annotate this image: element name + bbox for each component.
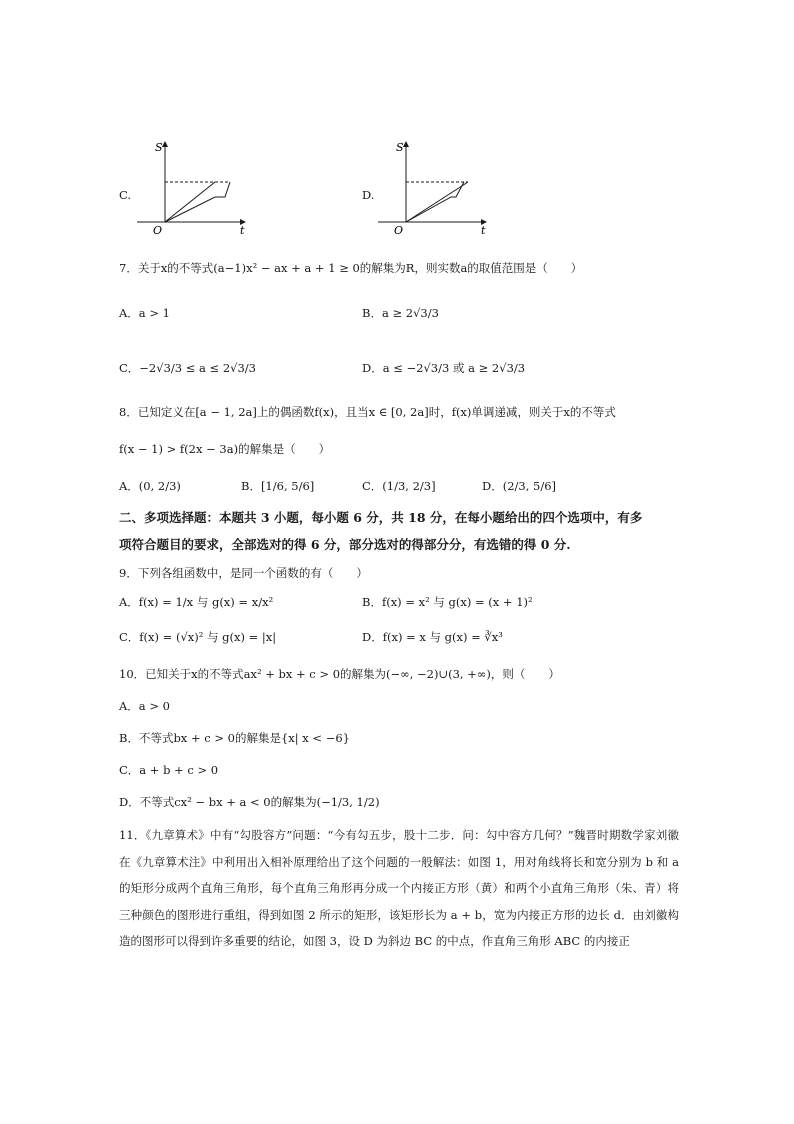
q8-option-c: C．(1/3, 2/3] — [362, 479, 436, 493]
q6-option-d-label: D. — [362, 188, 375, 202]
q11-text: 11．《九章算术》中有“勾股容方”问题：“今有勾五步，股十二步．问：勾中容方几何？”魏晋时期数学家刘徽在《九章算术注》中利用出入相补原理给出了这个问题的一般解法：如图 1，用对角线将长和宽分别为 b 和 a 的矩形分成两个直角三角形，每个直角三角形再分成一个内接正方形（黄）和两个小直角三角形（朱、青）将三种颜色的图形进行重组，得到如图 2 所示的矩形，该矩形长为 a + b，宽为内接正方形的边长 d．由刘徽构造的图形可以得到许多重要的结论，如图 3，设 D 为斜边 BC 的中点，作直角三角形 ABC 的内接正 — [119, 828, 679, 948]
q7-option-d: D．a ≤ −2√3/3 或 a ≥ 2√3/3 — [362, 361, 526, 375]
q6-d-axis-t: t — [481, 224, 486, 237]
q8-option-d: D．(2/3, 5/6] — [482, 479, 557, 493]
q10-stem: 10．已知关于x的不等式ax² + bx + c > 0的解集为(−∞, −2)∪(3, +∞)，则（ ） — [119, 667, 560, 681]
q6-d-origin: O — [394, 224, 404, 237]
q7-option-b: B．a ≥ 2√3/3 — [362, 306, 439, 320]
q9-option-c: C．f(x) = (√x)² 与 g(x) = |x| — [119, 630, 277, 644]
q7-stem: 7．关于x的不等式(a−1)x² − ax + a + 1 ≥ 0的解集为R，则实数a的取值范围是（ ） — [119, 261, 583, 275]
q6-option-c-label: C. — [119, 188, 132, 202]
q6-c-origin: O — [153, 224, 163, 237]
q8-option-a: A．(0, 2/3) — [119, 479, 181, 493]
q7-option-c: C．−2√3/3 ≤ a ≤ 2√3/3 — [119, 361, 256, 375]
q8-stem-line2: f(x − 1) > f(2x − 3a)的解集是（ ） — [119, 442, 331, 456]
q10-option-c: C．a + b + c > 0 — [119, 763, 219, 777]
section2-heading-line1: 二、多项选择题：本题共 3 小题，每小题 6 分，共 18 分，在每小题给出的四个选项中，有多 — [119, 510, 643, 525]
q9-option-d: D．f(x) = x 与 g(x) = ∛x³ — [362, 630, 503, 644]
q9-option-b: B．f(x) = x² 与 g(x) = (x + 1)² — [362, 595, 533, 609]
q10-option-a: A．a > 0 — [119, 699, 170, 713]
q6-c-axis-t: t — [240, 224, 245, 237]
q6-graph-c — [135, 137, 255, 237]
q9-stem: 9．下列各组函数中，是同一个函数的有（ ） — [119, 566, 368, 580]
q6-c-axis-s: S — [155, 141, 163, 154]
q6-graph-d — [376, 137, 496, 237]
q8-stem-line1: 8．已知定义在[a − 1, 2a]上的偶函数f(x)，且当x ∈ [0, 2a]时，f(x)单调递减，则关于x的不等式 — [119, 405, 616, 419]
section2-heading-line2: 项符合题目的要求，全部选对的得 6 分，部分选对的得部分分，有选错的得 0 分. — [119, 537, 571, 552]
q9-option-a: A．f(x) = 1/x 与 g(x) = x/x² — [119, 595, 274, 609]
q10-option-b: B．不等式bx + c > 0的解集是{x| x < −6} — [119, 731, 350, 745]
q8-option-b: B．[1/6, 5/6] — [241, 479, 315, 493]
q6-d-axis-s: S — [396, 141, 404, 154]
q10-option-d: D．不等式cx² − bx + a < 0的解集为(−1/3, 1/2) — [119, 795, 380, 809]
q7-option-a: A．a > 1 — [119, 306, 170, 320]
